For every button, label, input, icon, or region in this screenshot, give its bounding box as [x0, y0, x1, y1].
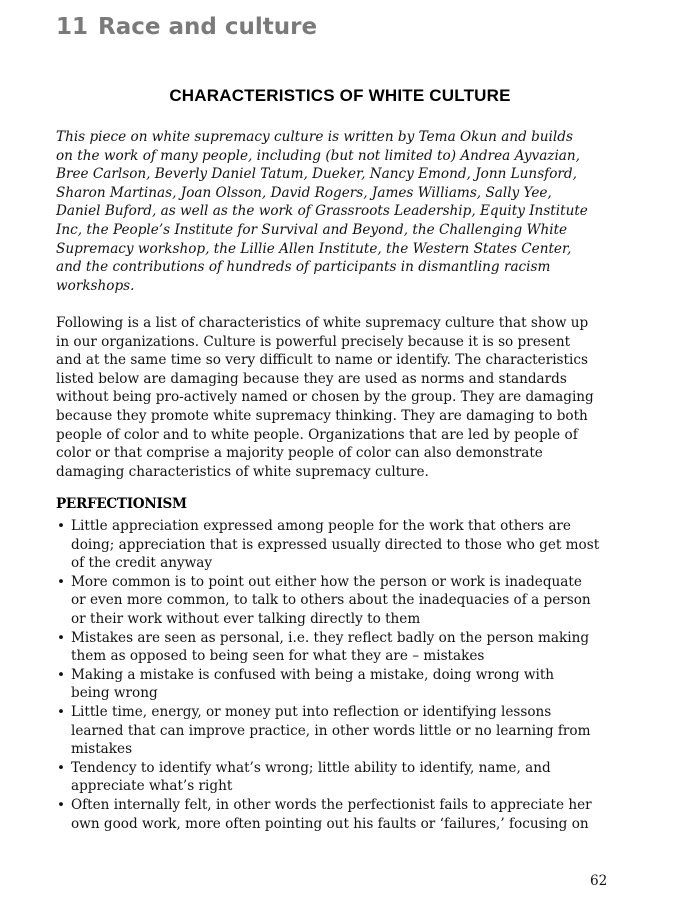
list-item [56, 666, 636, 703]
bullet-icon: • [57, 666, 66, 683]
list-item-line: being wrong [71, 685, 158, 702]
bullet-icon: • [57, 759, 66, 776]
list-item-line: Tendency to identify what’s wrong; little ability to identify, name, and [71, 759, 551, 776]
list-item-line: doing; appreciation that is expressed usually directed to those who get most [71, 536, 600, 553]
intro-paragraph [56, 128, 624, 295]
list-item-line: them as opposed to being seen for what they are – mistakes [71, 648, 485, 665]
section-title: CHARACTERISTICS OF WHITE CULTURE [169, 86, 511, 105]
body-line: without being pro-actively named or chosen by the group. They are damaging [56, 389, 594, 406]
list-item [56, 796, 636, 833]
list-item-line: Making a mistake is confused with being a mistake, doing wrong with [71, 666, 555, 683]
body-line: people of color and to white people. Organizations that are led by people of [56, 426, 578, 443]
list-item-line: appreciate what’s right [71, 778, 233, 795]
body-line: Following is a list of characteristics of white supremacy culture that show up [56, 315, 589, 331]
bullet-icon: • [57, 518, 66, 534]
list-item-line: Mistakes are seen as personal, i.e. they reflect badly on the person making [71, 629, 590, 646]
list-item [56, 703, 636, 759]
list-item-line: mistakes [71, 741, 133, 758]
list-item-line: or their work without ever talking directly to them [71, 610, 421, 627]
list-item-line: Little time, energy, or money put into reflection or identifying lessons [71, 703, 552, 720]
chapter-title: Race and culture [98, 14, 318, 40]
list-item-line: own good work, more often pointing out his faults or ‘failures,’ focusing on [71, 815, 589, 832]
chapter-number: 11 [56, 14, 89, 40]
list-item-line: Little appreciation expressed among people for the work that others are [71, 518, 571, 534]
bullet-icon: • [57, 629, 66, 646]
intro-line: Sharon Martinas, Joan Olsson, David Rogers, James Williams, Sally Yee, [56, 184, 552, 201]
chapter-heading [56, 14, 317, 40]
page-number: 62 [590, 873, 608, 889]
intro-line: Supremacy workshop, the Lillie Allen Institute, the Western States Center, [56, 240, 572, 257]
list-item [56, 573, 636, 629]
perfectionism-heading: PERFECTIONISM [56, 496, 187, 512]
list-item-line: or even more common, to talk to others about the inadequacies of a person [71, 592, 591, 609]
body-line: because they promote white supremacy thinking. They are damaging to both [56, 407, 588, 424]
list-item [56, 629, 636, 666]
bullet-icon: • [57, 573, 66, 590]
body-line: listed below are damaging because they are used as norms and standards [56, 370, 567, 387]
body-line: in our organizations. Culture is powerful precisely because it is so present [56, 333, 571, 350]
intro-line: Bree Carlson, Beverly Daniel Tatum, Dueker, Nancy Emond, Jonn Lunsford, [56, 166, 577, 183]
intro-line: workshops. [56, 277, 135, 294]
list-item-line: learned that can improve practice, in other words little or no learning from [71, 722, 591, 739]
bullet-icon: • [57, 703, 66, 720]
body-line: damaging characteristics of white supremacy culture. [56, 463, 429, 480]
perfectionism-list [56, 517, 636, 833]
intro-line: Inc, the People’s Institute for Survival and Beyond, the Challenging White [56, 221, 568, 238]
intro-line: on the work of many people, including (but not limited to) Andrea Ayvazian, [56, 147, 580, 164]
body-line: and at the same time so very difficult to name or identify. The characteristics [56, 352, 588, 369]
list-item-line: More common is to point out either how the person or work is inadequate [71, 573, 582, 590]
body-paragraph [56, 314, 624, 481]
list-item [56, 517, 636, 573]
intro-line: Daniel Buford, as well as the work of Grassroots Leadership, Equity Institute [56, 203, 588, 220]
list-item [56, 759, 636, 796]
intro-line: and the contributions of hundreds of participants in dismantling racism [56, 259, 551, 276]
body-line: color or that comprise a majority people of color can also demonstrate [56, 445, 543, 462]
intro-line: This piece on white supremacy culture is written by Tema Okun and builds [56, 129, 573, 145]
bullet-icon: • [57, 796, 66, 813]
list-item-line: of the credit anyway [71, 555, 213, 572]
list-item-line: Often internally felt, in other words the perfectionist fails to appreciate her [71, 796, 592, 813]
